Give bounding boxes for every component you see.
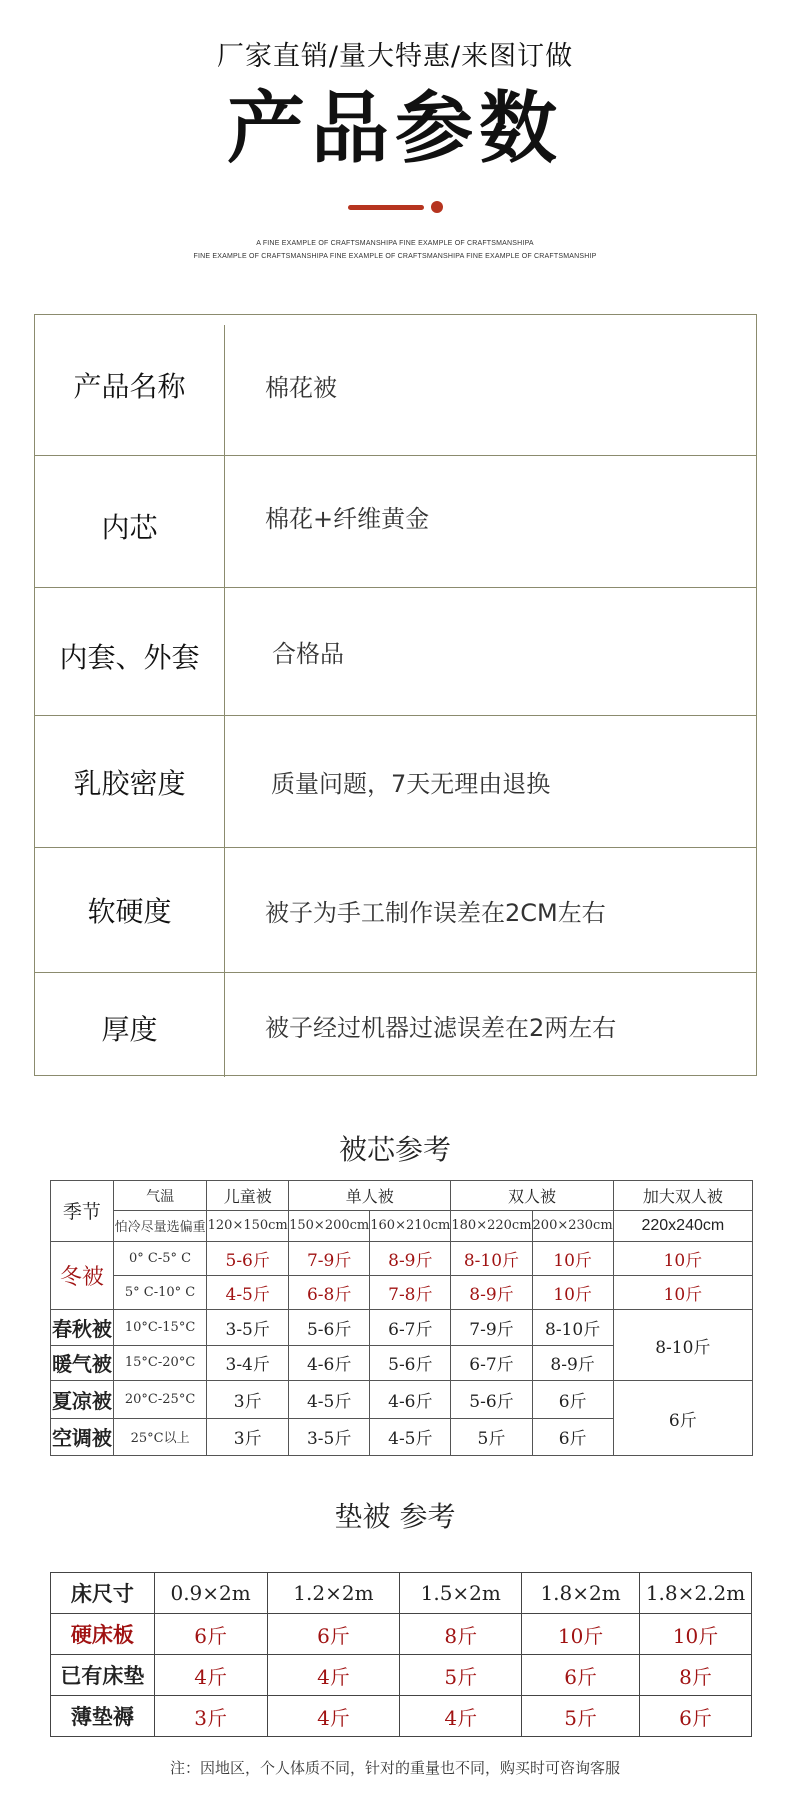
param-label: 内芯 xyxy=(101,510,158,544)
table-row xyxy=(51,1655,752,1696)
header-size: 1.2×2m xyxy=(267,1573,400,1614)
header-season: 季节 xyxy=(51,1181,114,1242)
weight-cell: 5斤 xyxy=(522,1696,640,1737)
weight-cell: 3斤 xyxy=(207,1381,289,1418)
weight-cell: 6-7斤 xyxy=(451,1345,532,1380)
header-size: 1.8×2m xyxy=(522,1573,640,1614)
header-bed-size: 床尺寸 xyxy=(51,1573,155,1614)
weight-cell: 6斤 xyxy=(532,1418,613,1455)
weight-cell: 3斤 xyxy=(154,1696,267,1737)
weight-cell: 6斤 xyxy=(532,1381,613,1418)
weight-cell: 10斤 xyxy=(613,1276,752,1310)
weight-cell: 10斤 xyxy=(532,1241,613,1275)
weight-cell: 3斤 xyxy=(207,1418,289,1455)
table-row xyxy=(51,1276,753,1310)
temp-cell: 10°C-15°C xyxy=(113,1310,206,1345)
param-label: 内套、外套 xyxy=(59,640,200,674)
weight-cell: 4斤 xyxy=(267,1696,400,1737)
season-aircon: 空调被 xyxy=(51,1418,114,1455)
row-label: 已有床垫 xyxy=(51,1655,155,1696)
footnote: 注：因地区，个人体质不同，针对的重量也不同，购买时可咨询客服 xyxy=(169,1759,620,1777)
table-row xyxy=(51,1696,752,1737)
quilt-ref-title: 被芯参考 xyxy=(338,1133,451,1166)
header-size: 0.9×2m xyxy=(154,1573,267,1614)
param-row xyxy=(35,315,756,456)
subtitle-english-line2: FINE EXAMPLE OF CRAFTSMANSHIPA FINE EXAMPLE OF CRAFTSMANSHIPA FINE EXAMPLE OF CRAFTSMANSHIP xyxy=(193,253,597,260)
param-row xyxy=(35,716,756,848)
weight-cell: 8-9斤 xyxy=(532,1345,613,1380)
table-row xyxy=(51,1614,752,1655)
table-row xyxy=(51,1310,753,1345)
param-label: 产品名称 xyxy=(73,370,186,403)
tagline: 厂家直销/量大特惠/来图订做 xyxy=(216,41,574,72)
season-heating: 暖气被 xyxy=(51,1345,114,1380)
temp-cell: 0° C-5° C xyxy=(113,1241,206,1275)
weight-cell: 7-8斤 xyxy=(370,1276,451,1310)
size-cell: 150×200cm xyxy=(289,1211,370,1241)
column-divider xyxy=(224,848,225,972)
param-value: 合格品 xyxy=(272,640,344,668)
header-group-double: 双人被 xyxy=(451,1181,613,1211)
weight-cell-merged: 6斤 xyxy=(613,1381,752,1456)
weight-cell: 5-6斤 xyxy=(289,1310,370,1345)
row-label: 薄垫褥 xyxy=(51,1696,155,1737)
size-cell: 200×230cm xyxy=(532,1211,613,1241)
weight-cell: 7-9斤 xyxy=(451,1310,532,1345)
column-divider xyxy=(224,325,225,455)
table-row xyxy=(51,1241,753,1275)
weight-cell: 4-6斤 xyxy=(289,1345,370,1380)
weight-cell: 8斤 xyxy=(640,1655,752,1696)
table-row xyxy=(51,1181,753,1211)
table-row xyxy=(51,1211,753,1241)
weight-cell: 5-6斤 xyxy=(370,1345,451,1380)
weight-cell: 10斤 xyxy=(532,1276,613,1310)
param-value: 被子经过机器过滤误差在2两左右 xyxy=(265,1013,617,1042)
decorative-line xyxy=(348,205,424,210)
weight-cell: 4-5斤 xyxy=(289,1381,370,1418)
temp-cell: 5° C-10° C xyxy=(113,1276,206,1310)
weight-cell: 8-9斤 xyxy=(370,1241,451,1275)
table-row xyxy=(51,1573,752,1614)
param-label: 乳胶密度 xyxy=(73,766,186,800)
temp-cell: 20°C-25°C xyxy=(113,1381,206,1418)
row-label: 硬床板 xyxy=(51,1614,155,1655)
mattress-ref-table xyxy=(50,1572,752,1737)
param-row xyxy=(35,848,756,973)
weight-cell: 4-6斤 xyxy=(370,1381,451,1418)
size-cell: 180×220cm xyxy=(451,1211,532,1241)
weight-cell: 4斤 xyxy=(400,1696,522,1737)
param-value: 被子为手工制作误差在2CM左右 xyxy=(265,898,606,927)
subtitle-english-line1: A FINE EXAMPLE OF CRAFTSMANSHIPA FINE EXAMPLE OF CRAFTSMANSHIPA xyxy=(256,240,534,247)
size-cell: 120×150cm xyxy=(207,1211,289,1241)
weight-cell: 5斤 xyxy=(451,1418,532,1455)
decorative-dot xyxy=(431,201,443,213)
weight-cell: 8-10斤 xyxy=(532,1310,613,1345)
season-spring-autumn: 春秋被 xyxy=(51,1310,114,1345)
temp-cell: 25°C以上 xyxy=(113,1418,206,1455)
weight-cell: 10斤 xyxy=(640,1614,752,1655)
weight-cell: 6-8斤 xyxy=(289,1276,370,1310)
header-size: 1.5×2m xyxy=(400,1573,522,1614)
weight-cell: 6斤 xyxy=(154,1614,267,1655)
column-divider xyxy=(224,456,225,587)
weight-cell-merged: 8-10斤 xyxy=(613,1310,752,1381)
weight-cell: 6-7斤 xyxy=(370,1310,451,1345)
param-label: 厚度 xyxy=(101,1013,158,1046)
header-temp-note: 怕冷尽量选偏重 xyxy=(113,1211,206,1241)
weight-cell: 8斤 xyxy=(400,1614,522,1655)
weight-cell: 4-5斤 xyxy=(370,1418,451,1455)
weight-cell: 10斤 xyxy=(522,1614,640,1655)
weight-cell: 6斤 xyxy=(640,1696,752,1737)
header-group-single: 单人被 xyxy=(289,1181,451,1211)
weight-cell: 6斤 xyxy=(522,1655,640,1696)
weight-cell: 6斤 xyxy=(267,1614,400,1655)
weight-cell: 4斤 xyxy=(267,1655,400,1696)
weight-cell: 4-5斤 xyxy=(207,1276,289,1310)
param-value: 棉花被 xyxy=(265,373,337,402)
product-params-table xyxy=(34,314,757,1076)
header-group-kids: 儿童被 xyxy=(207,1181,289,1211)
weight-cell: 8-10斤 xyxy=(451,1241,532,1275)
mattress-ref-title: 垫被 参考 xyxy=(334,1500,456,1533)
season-summer: 夏凉被 xyxy=(51,1381,114,1418)
weight-cell: 4斤 xyxy=(154,1655,267,1696)
header-size: 1.8×2.2m xyxy=(640,1573,752,1614)
weight-cell: 8-9斤 xyxy=(451,1276,532,1310)
page-title: 产品参数 xyxy=(226,84,563,174)
header-group-king: 加大双人被 xyxy=(613,1181,752,1211)
quilt-ref-table xyxy=(50,1180,753,1456)
param-row xyxy=(35,456,756,588)
param-row xyxy=(35,973,756,1077)
column-divider xyxy=(224,973,225,1077)
param-row xyxy=(35,588,756,716)
size-cell: 220x240cm xyxy=(613,1211,752,1241)
param-value: 质量问题，7天无理由退换 xyxy=(271,770,551,798)
weight-cell: 7-9斤 xyxy=(289,1241,370,1275)
column-divider xyxy=(224,588,225,715)
temp-cell: 15°C-20°C xyxy=(113,1345,206,1380)
size-cell: 160×210cm xyxy=(370,1211,451,1241)
table-row xyxy=(51,1381,753,1418)
weight-cell: 10斤 xyxy=(613,1241,752,1275)
weight-cell: 5-6斤 xyxy=(207,1241,289,1275)
weight-cell: 5斤 xyxy=(400,1655,522,1696)
param-label: 软硬度 xyxy=(87,895,172,928)
weight-cell: 3-5斤 xyxy=(207,1310,289,1345)
weight-cell: 5-6斤 xyxy=(451,1381,532,1418)
param-value: 棉花+纤维黄金 xyxy=(265,505,430,533)
season-winter: 冬被 xyxy=(51,1241,114,1310)
header-temp: 气温 xyxy=(113,1181,206,1211)
weight-cell: 3-4斤 xyxy=(207,1345,289,1380)
weight-cell: 3-5斤 xyxy=(289,1418,370,1455)
column-divider xyxy=(224,716,225,847)
